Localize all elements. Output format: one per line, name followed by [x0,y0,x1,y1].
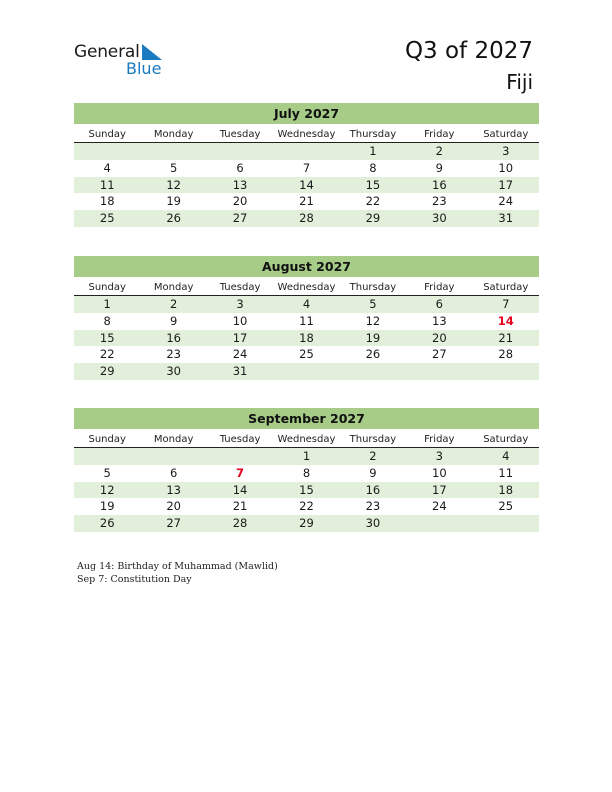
day-cell: 3 [236,297,244,311]
weekday-header-row [74,279,539,296]
day-cell: 23 [166,347,181,362]
day-cell [74,143,140,160]
day-cell: 15 [365,177,381,192]
day-cell: 15 [299,482,314,497]
week-row [74,363,539,380]
day-cell: 9 [369,465,377,480]
day-cell [340,363,406,380]
week-row [74,296,539,313]
day-cell: 9 [435,160,443,175]
day-cell: 5 [369,297,377,311]
page-title: Q3 of 2027 [404,38,533,64]
day-cell: 22 [99,347,115,362]
day-cell [140,143,206,160]
day-cell: 11 [299,313,314,328]
day-cell: 30 [432,211,447,226]
day-cell [473,363,539,380]
day-cell: 29 [365,211,381,226]
day-cell: 21 [498,330,514,345]
day-cell: 29 [99,364,115,379]
day-cell: 12 [166,177,181,192]
holiday-notes [77,560,278,586]
week-row [74,515,539,532]
weekday-label: Friday [424,434,455,445]
week-row [74,210,539,227]
day-cell: 18 [99,194,115,209]
day-cell: 27 [432,347,447,362]
day-cell: 30 [166,364,181,379]
day-cell: 13 [432,313,447,328]
day-cell: 5 [169,160,178,175]
day-cell: 20 [432,330,447,345]
day-cell: 7 [302,160,311,175]
month-title: August 2027 [74,256,539,277]
day-cell: 26 [99,516,115,531]
day-cell: 28 [299,211,314,226]
note-item: Sep 7: Constitution Day [77,574,192,585]
day-cell [207,143,273,160]
week-row [74,448,539,465]
weekday-label: Thursday [349,282,397,293]
day-cell: 20 [166,499,181,514]
day-cell [406,515,472,532]
day-cell: 11 [99,177,115,192]
weekday-label: Saturday [483,434,529,445]
day-cell: 18 [498,482,514,497]
weekday-label: Thursday [349,434,397,445]
month-title: September 2027 [74,408,539,429]
day-cell: 24 [232,347,248,362]
day-cell: 12 [99,482,115,497]
day-cell: 16 [166,330,181,345]
day-cell: 10 [432,465,447,480]
month-august [74,256,539,380]
week-row [74,482,539,499]
day-cell: 2 [169,297,178,311]
day-cell: 23 [432,194,447,209]
weekday-header-row [74,126,539,143]
day-cell: 25 [299,347,314,362]
day-cell: 26 [365,347,381,362]
day-cell: 29 [299,516,314,531]
day-cell: 4 [502,449,510,463]
day-cell: 8 [103,313,111,328]
day-cell [473,515,539,532]
day-cell: 3 [435,449,443,463]
brand-logo [74,42,174,78]
day-cell: 7 [502,297,510,311]
week-row [74,193,539,210]
day-cell: 6 [435,297,443,311]
day-cell: 1 [103,297,111,311]
day-cell: 25 [498,499,514,514]
day-cell: 24 [498,194,514,209]
weekday-label: Sunday [88,129,126,140]
month-july [74,103,539,227]
day-cell: 14 [299,177,314,192]
weekday-label: Monday [153,434,194,445]
week-row [74,160,539,177]
weekday-label: Wednesday [277,282,336,293]
day-cell: 3 [502,144,510,158]
week-row [74,313,539,330]
day-cell: 26 [166,211,181,226]
weekday-label: Wednesday [277,129,336,140]
day-cell: 6 [236,160,244,175]
day-cell: 21 [232,499,248,514]
day-cell: 28 [232,516,248,531]
logo-general-text: General [74,42,140,62]
day-cell: 24 [432,499,447,514]
day-cell: 10 [232,313,248,328]
week-row [74,346,539,363]
day-cell: 4 [302,297,311,311]
day-cell: 8 [369,160,377,175]
day-cell: 30 [365,516,381,531]
day-cell: 1 [369,144,377,158]
weekday-label: Tuesday [219,129,261,140]
country-name: Fiji [506,70,533,94]
day-cell: 13 [232,177,248,192]
day-cell [140,448,206,465]
day-cell: 10 [498,160,514,175]
day-cell: 27 [232,211,248,226]
day-cell: 20 [232,194,248,209]
weekday-label: Monday [153,282,194,293]
day-cell: 17 [498,177,514,192]
day-cell: 2 [435,144,443,158]
week-row [74,143,539,160]
day-cell: 31 [232,364,248,379]
day-cell: 9 [169,313,178,328]
note-item: Aug 14: Birthday of Muhammad (Mawlid) [77,561,278,572]
week-row [74,330,539,347]
day-cell: 17 [232,330,248,345]
day-cell: 14 [232,482,248,497]
weekday-label: Saturday [483,282,529,293]
day-cell [207,448,273,465]
day-cell: 21 [299,194,314,209]
weekday-label: Sunday [88,282,126,293]
day-cell: 27 [166,516,181,531]
day-cell: 19 [365,330,381,345]
day-cell: 13 [166,482,181,497]
day-cell: 4 [103,160,111,175]
day-cell: 5 [103,465,111,480]
day-cell: 22 [365,194,381,209]
day-cell: 19 [99,499,115,514]
day-cell: 19 [166,194,181,209]
weekday-label: Tuesday [219,434,261,445]
weekday-label: Sunday [88,434,126,445]
day-cell: 8 [302,465,311,480]
day-cell: 2 [369,449,377,463]
week-row [74,465,539,482]
day-cell: 23 [365,499,381,514]
day-cell: 18 [299,330,314,345]
weekday-label: Saturday [483,129,529,140]
day-cell: 1 [302,449,311,463]
day-cell: 25 [99,211,115,226]
day-cell: 6 [169,465,178,480]
logo-blue-text: Blue [126,59,162,78]
day-cell [406,363,472,380]
day-cell: 17 [432,482,447,497]
day-cell: 11 [498,465,514,480]
day-cell: 15 [99,330,115,345]
week-row [74,177,539,194]
day-cell: 16 [365,482,381,497]
day-cell [273,363,339,380]
weekday-label: Friday [424,129,455,140]
weekday-label: Wednesday [277,434,336,445]
weekday-label: Tuesday [219,282,261,293]
day-cell: 31 [498,211,514,226]
day-cell: 22 [299,499,314,514]
weekday-label: Thursday [349,129,397,140]
week-row [74,498,539,515]
weekday-label: Monday [153,129,194,140]
day-cell: 12 [365,313,381,328]
holiday-day-cell: 14 [497,313,514,328]
day-cell [74,448,140,465]
holiday-day-cell: 7 [236,465,245,480]
month-september [74,408,539,532]
weekday-label: Friday [424,282,455,293]
day-cell: 28 [498,347,514,362]
month-title: July 2027 [74,103,539,124]
day-cell [273,143,339,160]
weekday-header-row [74,431,539,448]
day-cell: 16 [432,177,447,192]
